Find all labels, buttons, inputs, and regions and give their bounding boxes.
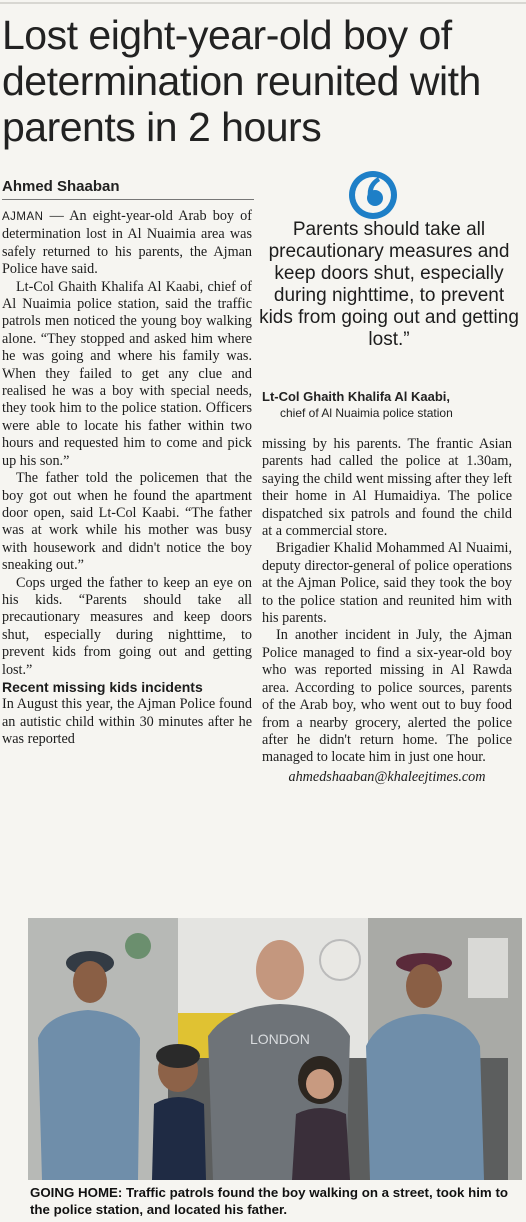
headline: Lost eight-year-old boy of determination reunited with parents in 2 hours bbox=[2, 12, 481, 150]
subheading: Recent missing kids incidents bbox=[2, 678, 203, 695]
paragraph: The father told the policemen that the boy got out when he found the apartment door open, said Lt-Col Kaabi. “The father was at work while his mother was busy with housework and didn't notice the boy sneaking out.” bbox=[2, 470, 252, 574]
paragraph: In another incident in July, the Ajman Police managed to find a six-year-old boy who was reported missing in Al Rawda area. According to police sources, parents of the Arab boy, who went out to buy food from a nearby grocery, alerted the police after he didn't return home. The police managed to locate him in just one hour. bbox=[262, 627, 512, 766]
paragraph: AJMAN — An eight-year-old Arab boy of determination lost in Al Nuaimia area was safely returned to his parents, the Ajman Police have said. bbox=[2, 208, 252, 278]
caption-lead: GOING HOME: bbox=[30, 1185, 123, 1200]
caption-text: Traffic patrols found the boy walking on a street, took him to the police station, and located his father. bbox=[30, 1185, 508, 1217]
shirt-print: LONDON bbox=[250, 1031, 310, 1047]
news-photo bbox=[28, 918, 522, 1180]
pull-quote-title: chief of Al Nuaimia police station bbox=[280, 406, 453, 420]
paragraph: Brigadier Khalid Mohammed Al Nuaimi, deputy director-general of police operations at the Ajman Police, said they took the boy to the police station and reunited him with his parents. bbox=[262, 540, 512, 627]
quote-logo-icon bbox=[344, 166, 402, 222]
byline-rule bbox=[2, 199, 254, 200]
left-column bbox=[2, 208, 252, 749]
pull-quote-attribution: Lt-Col Ghaith Khalifa Al Kaabi, bbox=[262, 389, 451, 404]
photo-caption bbox=[30, 1184, 524, 1218]
dateline: AJMAN bbox=[2, 211, 44, 223]
paragraph: missing by his parents. The frantic Asian parents had called the police at 1.30am, saying the child went missing after they left their home in Al Humaidiya. The police dispatched six patrols and found the child at a commercial store. bbox=[262, 436, 512, 540]
paragraph: In August this year, the Ajman Police found an autistic child within 30 minutes after he was reported bbox=[2, 696, 252, 748]
pull-quote: Parents should take all precautionary measures and keep doors shut, especially during nighttime, to prevent kids from going out and getting lost.” bbox=[259, 219, 519, 350]
byline: Ahmed Shaaban bbox=[2, 178, 120, 195]
right-column bbox=[262, 436, 512, 786]
top-rule bbox=[0, 2, 526, 4]
author-email: ahmedshaaban@khaleejtimes.com bbox=[288, 768, 486, 785]
paragraph: Cops urged the father to keep an eye on his kids. “Parents should take all precautionary measures and keep doors shut, especially during nighttime, to prevent kids from going out and getting lost.” bbox=[2, 574, 252, 678]
paragraph: Lt-Col Ghaith Khalifa Al Kaabi, chief of Al Nuaimia police station, said the traffic patrols men noticed the young boy walking alone. “They stopped and asked him where he was going and where his family was. When they failed to get any clue and realised he was a boy with special needs, they took him to the police station. Officers were able to locate his father within two hours and requested him to come and pick up his son.” bbox=[2, 278, 252, 469]
photo-illustration bbox=[28, 918, 522, 1180]
